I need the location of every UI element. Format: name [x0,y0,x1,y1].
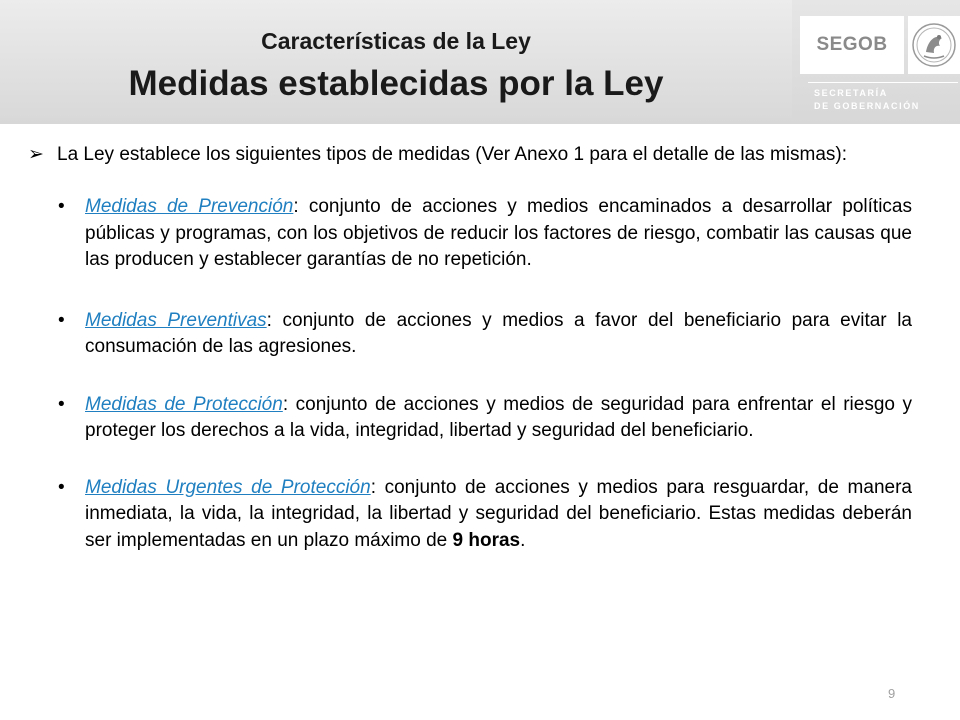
item-bold-text: 9 horas [452,529,521,551]
intro-paragraph [28,142,912,168]
list-item-proteccion [28,392,912,445]
arrow-bullet-icon: ➢ [28,144,44,165]
term-link-prevencion[interactable]: Medidas de Prevención [85,196,294,217]
page-number: 9 [888,686,896,701]
list-item-preventivas [28,308,912,361]
title-box [0,0,792,118]
list-item-prevencion [28,194,912,274]
term-link-urgentes[interactable]: Medidas Urgentes de Protección [85,476,371,498]
bullet-dot-icon: • [58,476,65,498]
logo-divider [808,82,958,83]
item-text: : conjunto de acciones y medios de seguridad para enfrentar el riesgo y proteger los derechos a la vida, integridad, libertad y seguridad del beneficiario. [85,393,912,441]
secretaria-label: SECRETARÍA DE GOBERNACIÓN [814,88,920,111]
slide-content [28,142,912,554]
item-text: : conjunto de acciones y medios encaminados a desarrollar políticas públicas y programas, con los objetivos de reducir los factores de riesgo, combatir las causas que las producen y establecer garantías de no repetición. [85,196,912,270]
segob-logo [800,10,960,118]
segob-wordmark-box [800,16,904,74]
coat-of-arms-icon [908,16,960,74]
slide-title: Medidas establecidas por la Ley [128,64,664,103]
header-band [0,0,960,124]
eagle-emblem-icon [908,16,960,74]
item-text: : conjunto de acciones y medios para resguardar, de manera inmediata, la vida, la integridad, la libertad y seguridad del beneficiario. Estas medidas deberán ser implementadas en un plazo máximo de [85,476,912,551]
intro-text: La Ley establece los siguientes tipos de medidas (Ver Anexo 1 para el detalle de las mismas): [57,144,848,165]
bullet-dot-icon: • [58,196,65,217]
item-text: : conjunto de acciones y medios a favor del beneficiario para evitar la consumación de las agresiones. [85,309,912,357]
segob-wordmark: SEGOB [816,34,888,55]
bullet-dot-icon: • [58,309,65,331]
bullet-dot-icon: • [58,393,65,415]
term-link-proteccion[interactable]: Medidas de Protección [85,393,283,415]
item-tail-text: . [520,529,526,551]
slide-subtitle: Características de la Ley [261,28,531,54]
list-item-urgentes [28,475,912,555]
term-link-preventivas[interactable]: Medidas Preventivas [85,309,267,331]
